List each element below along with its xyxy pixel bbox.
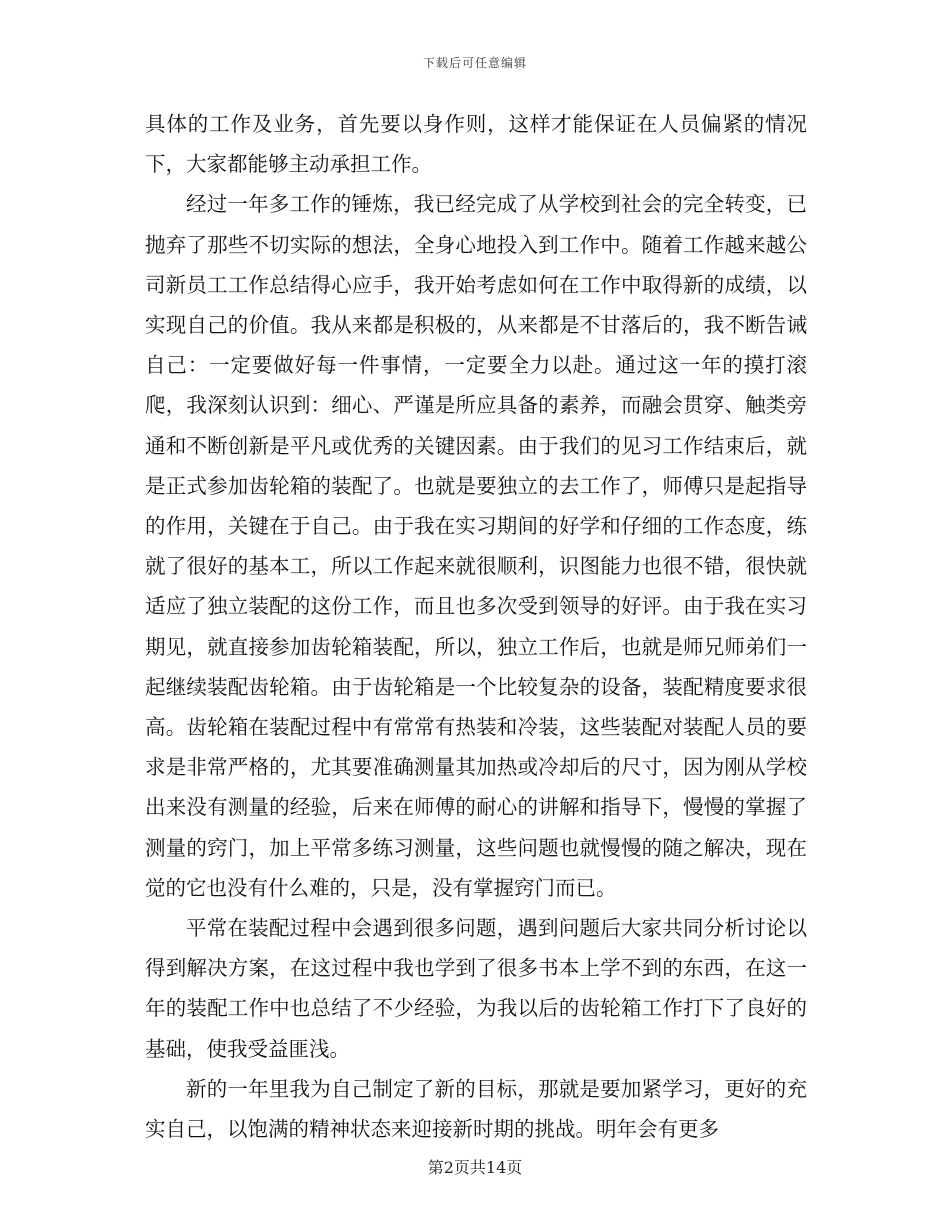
paragraph-1: 具体的工作及业务，首先要以身作则，这样才能保证在人员偏紧的情况下，大家都能够主动承担工作。 <box>145 112 807 177</box>
document-body <box>145 104 807 1149</box>
paragraph-3: 平常在装配过程中会遇到很多问题，遇到问题后大家共同分析讨论以得到解决方案，在这过程中我也学到了很多书本上学不到的东西，在这一年的装配工作中也总结了不少经验，为我以后的齿轮箱工作打下了良好的基础，使我受益匪浅。 <box>145 916 807 1061</box>
page-header: 下载后可任意编辑 <box>422 56 527 70</box>
paragraph-2: 经过一年多工作的锤炼，我已经完成了从学校到社会的完全转变，已抛弃了那些不切实际的想法，全身心地投入到工作中。随着工作越来越公司新员工工作总结得心应手，我开始考虑如何在工作中取得新的成绩，以实现自己的价值。我从来都是积极的，从来都是不甘落后的，我不断告诫自己：一定要做好每一件事情，一定要全力以赴。通过这一年的摸打滚爬，我深刻认识到：细心、严谨是所应具备的素养，而融会贯穿、触类旁通和不断创新是平凡或优秀的关键因素。由于我们的见习工作结束后，就是正式参加齿轮箱的装配了。也就是要独立的去工作了，师傅只是起指导的作用，关键在于自己。由于我在实习期间的好学和仔细的工作态度，练就了很好的基本工，所以工作起来就很顺利，识图能力也很不错，很快就适应了独立装配的这份工作，而且也多次受到领导的好评。由于我在实习期见，就直接参加齿轮箱装配，所以，独立工作后，也就是师兄师弟们一起继续装配齿轮箱。由于齿轮箱是一个比较复杂的设备，装配精度要求很高。齿轮箱在装配过程中有常常有热装和冷装，这些装配对装配人员的要求是非常严格的，尤其要准确测量其加热或冷却后的尺寸，因为刚从学校出来没有测量的经验，后来在师傅的耐心的讲解和指导下，慢慢的掌握了测量的窍门，加上平常多练习测量，这些问题也就慢慢的随之解决，现在觉的它也没有什么难的，只是，没有掌握窍门而已。 <box>145 192 807 900</box>
page-footer: 第2页共14页 <box>427 1158 523 1177</box>
paragraph-4: 新的一年里我为自己制定了新的目标，那就是要加紧学习，更好的充实自己，以饱满的精神状态来迎接新时期的挑战。明年会有更多 <box>145 1076 807 1142</box>
